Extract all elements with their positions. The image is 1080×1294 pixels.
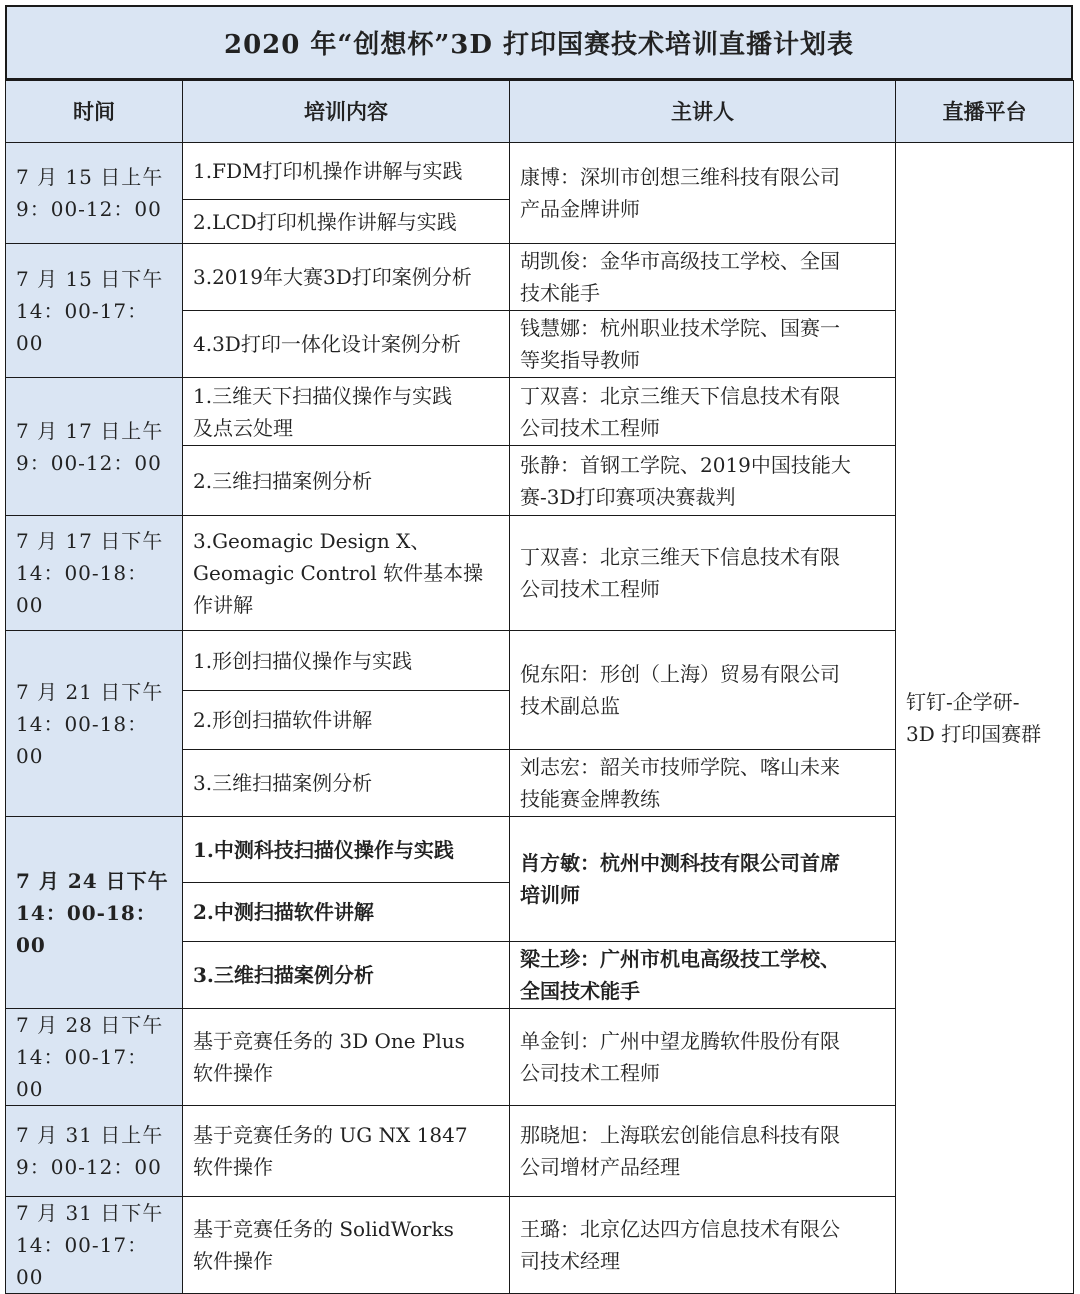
session-content: 3.三维扫描案例分析 <box>183 750 510 817</box>
session-speaker: 刘志宏：韶关市技师学院、喀山未来 技能赛金牌教练 <box>510 750 896 817</box>
session-speaker: 康博：深圳市创想三维科技有限公司 产品金牌讲师 <box>510 143 896 244</box>
table-title: 2020 年“创想杯”3D 打印国赛技术培训直播计划表 <box>5 5 1073 80</box>
session-content: 2.LCD打印机操作讲解与实践 <box>183 200 510 244</box>
session-content: 2.三维扫描案例分析 <box>183 446 510 516</box>
header-platform: 直播平台 <box>896 81 1074 143</box>
session-content: 3.三维扫描案例分析 <box>183 942 510 1009</box>
session-content: 1.形创扫描仪操作与实践 <box>183 631 510 691</box>
session-time: 7 月 17 日下午 14：00-18：00 <box>6 516 183 631</box>
header-row <box>6 81 1074 143</box>
session-speaker: 王璐：北京亿达四方信息技术有限公 司技术经理 <box>510 1197 896 1294</box>
session-content: 2.形创扫描软件讲解 <box>183 691 510 750</box>
session-content: 基于竞赛任务的 SolidWorks 软件操作 <box>183 1197 510 1294</box>
session-time: 7 月 17 日上午 9：00-12：00 <box>6 378 183 516</box>
session-content: 3.2019年大赛3D打印案例分析 <box>183 244 510 311</box>
session-content: 1.中测科技扫描仪操作与实践 <box>183 817 510 883</box>
session-speaker: 倪东阳：形创（上海）贸易有限公司 技术副总监 <box>510 631 896 750</box>
header-time: 时间 <box>6 81 183 143</box>
session-speaker: 单金钊：广州中望龙腾软件股份有限 公司技术工程师 <box>510 1009 896 1106</box>
session-speaker: 那晓旭：上海联宏创能信息科技有限 公司增材产品经理 <box>510 1106 896 1197</box>
session-speaker: 丁双喜：北京三维天下信息技术有限 公司技术工程师 <box>510 516 896 631</box>
live-platform: 钉钉-企学研- 3D 打印国赛群 <box>896 143 1074 1294</box>
session-time: 7 月 28 日下午 14：00-17：00 <box>6 1009 183 1106</box>
session-content: 1.三维天下扫描仪操作与实践 及点云处理 <box>183 378 510 446</box>
session-speaker: 张静：首钢工学院、2019中国技能大 赛-3D打印赛项决赛裁判 <box>510 446 896 516</box>
session-time: 7 月 15 日下午 14：00-17：00 <box>6 244 183 378</box>
session-time: 7 月 31 日下午 14：00-17：00 <box>6 1197 183 1294</box>
schedule-table <box>5 80 1074 1294</box>
session-content: 2.中测扫描软件讲解 <box>183 883 510 942</box>
header-content: 培训内容 <box>183 81 510 143</box>
session-content: 4.3D打印一体化设计案例分析 <box>183 311 510 378</box>
session-speaker: 钱慧娜：杭州职业技术学院、国赛一 等奖指导教师 <box>510 311 896 378</box>
session-content: 基于竞赛任务的 3D One Plus 软件操作 <box>183 1009 510 1106</box>
header-speaker: 主讲人 <box>510 81 896 143</box>
session-time: 7 月 31 日上午 9：00-12：00 <box>6 1106 183 1197</box>
session-time: 7 月 15 日上午 9：00-12：00 <box>6 143 183 244</box>
table-row <box>6 143 1074 200</box>
session-speaker: 丁双喜：北京三维天下信息技术有限 公司技术工程师 <box>510 378 896 446</box>
session-speaker: 梁土珍：广州市机电高级技工学校、 全国技术能手 <box>510 942 896 1009</box>
session-speaker: 胡凯俊：金华市高级技工学校、全国 技术能手 <box>510 244 896 311</box>
session-time: 7 月 24 日下午 14：00-18：00 <box>6 817 183 1009</box>
session-speaker: 肖方敏：杭州中测科技有限公司首席 培训师 <box>510 817 896 942</box>
schedule-sheet <box>5 5 1073 1289</box>
session-content: 3.Geomagic Design X、 Geomagic Control 软件基本操 作讲解 <box>183 516 510 631</box>
session-time: 7 月 21 日下午 14：00-18：00 <box>6 631 183 817</box>
session-content: 基于竞赛任务的 UG NX 1847 软件操作 <box>183 1106 510 1197</box>
session-content: 1.FDM打印机操作讲解与实践 <box>183 143 510 200</box>
